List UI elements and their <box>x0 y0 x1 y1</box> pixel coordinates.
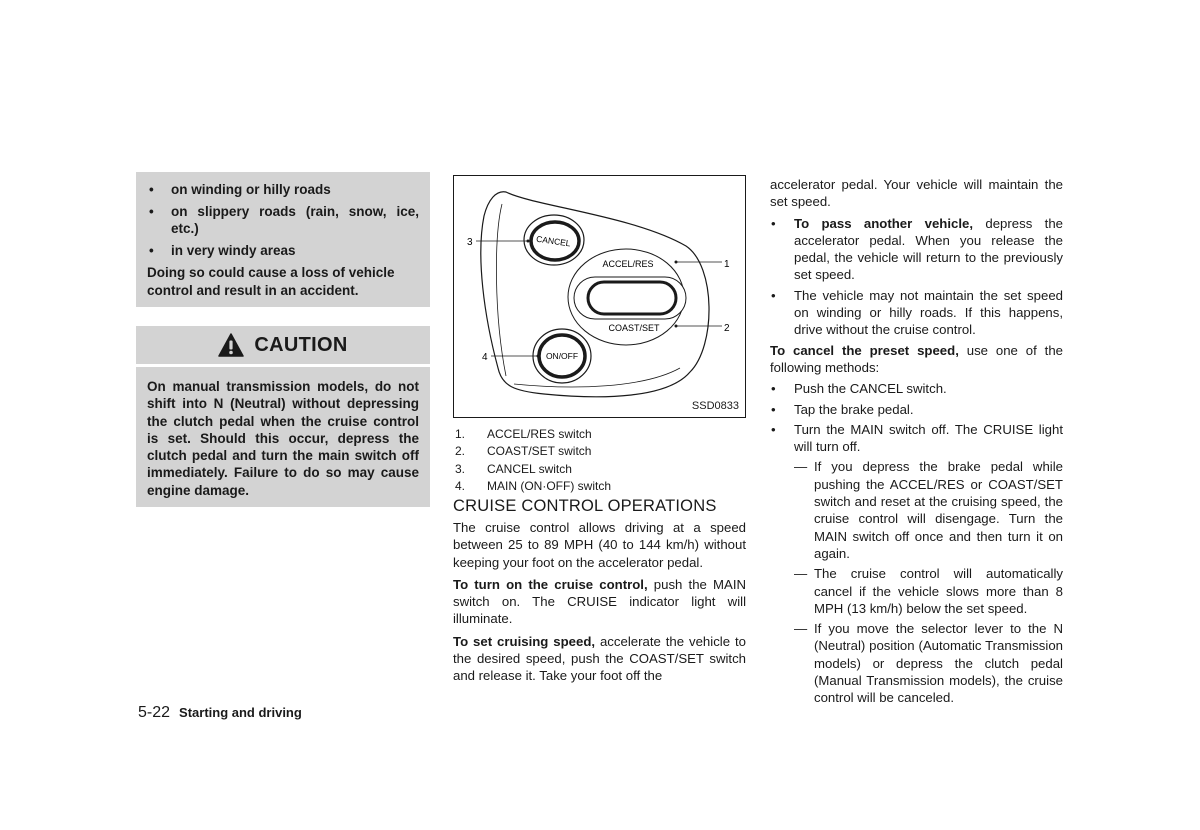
accel-res-label: ACCEL/RES <box>602 259 654 269</box>
note-item: — If you move the selector lever to the N (Neutral) position (Automatic Transmission models) or depress the clutch pedal (Manual Transmission models), the cruise control will be canceled. <box>770 620 1063 706</box>
list-item: • Push the CANCEL switch. <box>770 380 1063 397</box>
note-item: — If you depress the brake pedal while pushing the ACCEL/RES or COAST/SET switch and reset at the cruising speed, the cruise control will disengage. Turn the MAIN switch off once and then turn it on again. <box>770 458 1063 562</box>
intro-paragraph: The cruise control allows driving at a speed between 25 to 89 MPH (40 to 144 km/h) without keeping your foot on the accelerator pedal. <box>453 520 746 570</box>
right-column <box>770 176 1063 710</box>
callout-1: 1 <box>724 259 730 270</box>
callout-4: 4 <box>482 352 488 363</box>
cancel-label: CANCEL <box>535 233 572 249</box>
pass-list <box>770 215 1063 339</box>
cancel-methods-list <box>770 380 1063 455</box>
caution-header <box>136 326 430 364</box>
callout-3: 3 <box>467 237 473 248</box>
on-off-label: ON/OFF <box>545 351 579 361</box>
list-item: • Tap the brake pedal. <box>770 401 1063 418</box>
legend-item: 4. MAIN (ON·OFF) switch <box>455 478 611 493</box>
warning-list <box>147 181 419 259</box>
page-footer <box>138 704 302 722</box>
caution-text: On manual transmission models, do not shift into N (Neutral) without depressing the clutch pedal when the cruise control is set. Should this occur, depress the clutch pedal and turn the main switch off immediately. Failure to do so may cause engine damage. <box>136 367 430 507</box>
warning-triangle-icon <box>218 333 244 357</box>
warning-box <box>136 172 430 307</box>
figure-code: SSD0833 <box>691 400 739 412</box>
legend-item: 1. ACCEL/RES switch <box>455 427 592 441</box>
coast-set-label: COAST/SET <box>608 323 660 333</box>
legend-item: 2. COAST/SET switch <box>455 444 592 459</box>
warning-item: • on slippery roads (rain, snow, ice, etc.) <box>147 203 419 237</box>
page-number: 5-22 <box>138 704 171 721</box>
cruise-switch-figure <box>453 175 746 418</box>
cruise-switch-illustration <box>454 176 745 417</box>
callout-2: 2 <box>724 323 730 334</box>
warning-text: Doing so could cause a loss of vehicle control and result in an accident. <box>147 265 395 298</box>
note-item: — The cruise control will automatically cancel if the vehicle slows more than 8 MPH (13 km/h) below the set speed. <box>770 565 1063 617</box>
section-title: Starting and driving <box>179 705 302 720</box>
warning-item: • on winding or hilly roads <box>147 181 419 198</box>
cancel-notes-list <box>770 458 1063 706</box>
list-item: • To pass another vehicle, depress the accelerator pedal. When you release the pedal, the vehicle will return to the previously set speed. <box>770 215 1063 284</box>
turn-on-paragraph: To turn on the cruise control, push the MAIN switch on. The CRUISE indicator light will illuminate. <box>453 576 747 627</box>
set-speed-paragraph: To set cruising speed, accelerate the vehicle to the desired speed, push the COAST/SET switch and release it. Take your foot off the <box>453 633 746 684</box>
figure-legend <box>455 426 611 495</box>
legend-item: 3. CANCEL switch <box>455 461 572 476</box>
cancel-paragraph: To cancel the preset speed, use one of the following methods: <box>770 342 1063 375</box>
caution-title: CAUTION <box>254 333 348 356</box>
list-item: • The vehicle may not maintain the set speed on winding or hilly roads. If this happens, drive without the cruise control. <box>770 287 1063 339</box>
continued-paragraph: accelerator pedal. Your vehicle will maintain the set speed. <box>770 177 1063 210</box>
middle-body <box>453 519 746 690</box>
list-item: • Turn the MAIN switch off. The CRUISE light will turn off. <box>770 421 1063 456</box>
section-heading: CRUISE CONTROL OPERATIONS <box>453 497 717 515</box>
warning-item: • in very windy areas <box>147 242 419 259</box>
